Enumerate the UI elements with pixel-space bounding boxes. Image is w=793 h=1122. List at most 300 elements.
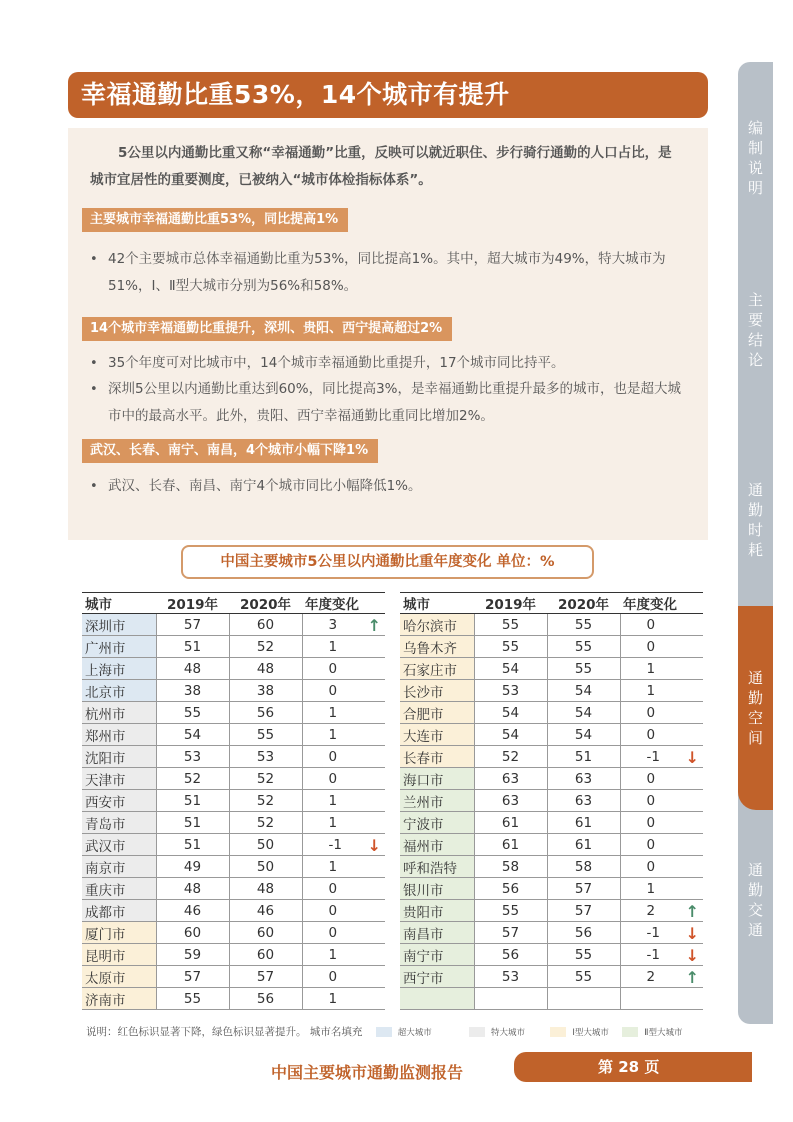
value-2019-cell — [474, 614, 547, 636]
city-cell-text: 深圳市 — [85, 618, 126, 635]
change-cell-text: 0 — [646, 836, 656, 853]
change-cell-text: 0 — [646, 814, 656, 831]
city-cell — [400, 680, 474, 702]
value-2020-cell-text: 52 — [256, 792, 275, 809]
city-cell — [400, 878, 474, 900]
value-2020-cell — [229, 790, 302, 812]
change-cell — [302, 746, 385, 768]
value-2020-cell-text: 51 — [574, 748, 593, 765]
table-row — [82, 746, 385, 768]
change-cell-text: 0 — [328, 968, 338, 985]
value-2020-cell — [547, 944, 620, 966]
value-2020-cell-text: 55 — [574, 616, 593, 633]
table-row — [400, 746, 703, 768]
change-cell-text: 0 — [646, 792, 656, 809]
city-cell-text: 南昌市 — [403, 926, 444, 943]
city-cell — [400, 658, 474, 680]
value-2020-cell-text: 53 — [256, 748, 275, 765]
value-2019-cell — [156, 834, 229, 856]
value-2019-cell — [156, 812, 229, 834]
value-2019-cell-text: 51 — [183, 638, 202, 655]
header-change: 年度变化 — [302, 593, 385, 614]
table-row — [400, 900, 703, 922]
legend-label: 超大城市 — [397, 1027, 432, 1038]
value-2020-cell-text: 60 — [256, 924, 275, 941]
bullet-item — [90, 376, 690, 430]
change-cell-text: 1 — [646, 660, 656, 677]
value-2019-cell-text: 57 — [501, 924, 520, 941]
value-2020-cell — [547, 768, 620, 790]
city-cell-text: 太原市 — [85, 970, 126, 987]
value-2020-cell — [229, 966, 302, 988]
value-2019-cell — [474, 922, 547, 944]
summary-box — [68, 128, 708, 540]
change-cell — [302, 658, 385, 680]
city-cell — [400, 834, 474, 856]
value-2019-cell-text: 53 — [501, 968, 520, 985]
value-2019-cell — [474, 812, 547, 834]
value-2020-cell-text: 46 — [256, 902, 275, 919]
side-nav-item-bianzhi[interactable] — [738, 118, 773, 198]
value-2020-cell — [547, 614, 620, 636]
city-cell-text: 呼和浩特 — [403, 860, 457, 877]
side-nav-label: 通勤时耗 — [747, 481, 763, 559]
change-cell — [302, 834, 385, 856]
table-row — [400, 856, 703, 878]
city-cell — [400, 746, 474, 768]
table-row — [400, 966, 703, 988]
change-cell-text: -1 — [328, 836, 342, 853]
city-cell-text: 济南市 — [85, 992, 126, 1009]
city-cell — [82, 812, 156, 834]
table-row — [400, 922, 703, 944]
value-2019-cell-text: 55 — [183, 990, 202, 1007]
value-2019-cell — [474, 702, 547, 724]
table-row — [82, 614, 385, 636]
table-row — [82, 658, 385, 680]
legend-swatch-super — [376, 1027, 392, 1037]
table-row — [400, 834, 703, 856]
legend — [86, 1024, 682, 1039]
city-cell — [400, 768, 474, 790]
value-2019-cell-text: 54 — [501, 726, 520, 743]
city-cell-text: 大连市 — [403, 728, 444, 745]
value-2019-cell-text: 52 — [501, 748, 520, 765]
value-2020-cell-text: 54 — [574, 726, 593, 743]
value-2019-cell — [156, 988, 229, 1010]
value-2020-cell-text: 50 — [256, 836, 275, 853]
header-2019: 2019年 — [474, 593, 547, 614]
section-tag: 14个城市幸福通勤比重提升，深圳、贵阳、西宁提高超过2% — [82, 317, 452, 341]
city-cell-text: 武汉市 — [85, 838, 126, 855]
value-2019-cell-text: 55 — [501, 902, 520, 919]
table-row — [400, 680, 703, 702]
change-cell — [620, 812, 703, 834]
value-2020-cell-text: 48 — [256, 660, 275, 677]
value-2019-cell-text: 63 — [501, 770, 520, 787]
change-cell — [620, 900, 703, 922]
city-cell — [82, 724, 156, 746]
change-cell — [302, 790, 385, 812]
change-cell-text: 0 — [646, 770, 656, 787]
change-cell — [302, 966, 385, 988]
table-row — [82, 966, 385, 988]
value-2020-cell — [229, 900, 302, 922]
change-cell-text: 1 — [328, 704, 338, 721]
side-nav-item-kongjian[interactable] — [738, 668, 773, 748]
city-cell-text: 长春市 — [403, 750, 444, 767]
arrow-up-icon: ↑ — [685, 968, 699, 987]
table-row — [400, 658, 703, 680]
value-2019-cell — [474, 636, 547, 658]
value-2019-cell — [156, 790, 229, 812]
table-row — [400, 790, 703, 812]
change-cell-text: 0 — [328, 770, 338, 787]
legend-swatch-tei — [469, 1027, 485, 1037]
value-2020-cell — [229, 702, 302, 724]
value-2020-cell-text: 52 — [256, 814, 275, 831]
value-2019-cell-text: 54 — [501, 704, 520, 721]
change-cell-text: 1 — [328, 726, 338, 743]
city-cell-text: 合肥市 — [403, 706, 444, 723]
table-row — [400, 724, 703, 746]
value-2020-cell-text: 55 — [574, 946, 593, 963]
change-cell-text: 2 — [646, 902, 656, 919]
value-2020-cell — [229, 944, 302, 966]
city-cell — [400, 724, 474, 746]
table-title: 中国主要城市5公里以内通勤比重年度变化 单位：% — [181, 545, 594, 579]
change-cell — [620, 746, 703, 768]
change-cell — [302, 900, 385, 922]
value-2019-cell — [474, 834, 547, 856]
change-cell-text: 1 — [328, 858, 338, 875]
value-2020-cell-text: 56 — [256, 704, 275, 721]
city-cell-text: 青岛市 — [85, 816, 126, 833]
change-cell — [620, 944, 703, 966]
legend-label: 特大城市 — [491, 1027, 526, 1038]
value-2019-cell-text: 57 — [183, 616, 202, 633]
header-city: 城市 — [400, 593, 474, 614]
city-cell — [400, 856, 474, 878]
change-cell — [302, 702, 385, 724]
city-cell-text: 北京市 — [85, 684, 126, 701]
bullet-text: 深圳5公里以内通勤比重达到60%，同比提高3%，是幸福通勤比重提升最多的城市，也是超大城市中的最高水平。此外，贵阳、西宁幸福通勤比重同比增加2%。 — [108, 381, 682, 424]
city-cell-text: 哈尔滨市 — [403, 618, 457, 635]
value-2020-cell — [229, 834, 302, 856]
value-2019-cell — [474, 988, 547, 1010]
intro-text: 5公里以内通勤比重又称“幸福通勤”比重，反映可以就近职住、步行骑行通勤的人口占比，是城市宜居性的重要测度，已被纳入“城市体检指标体系”。 — [90, 145, 672, 188]
value-2019-cell-text: 49 — [183, 858, 202, 875]
table-row — [400, 988, 703, 1010]
city-cell — [82, 790, 156, 812]
table-row — [82, 768, 385, 790]
arrow-down-icon: ↓ — [685, 924, 699, 943]
change-cell — [620, 680, 703, 702]
bullet-dot-icon: • — [90, 252, 98, 267]
value-2020-cell-text: 48 — [256, 880, 275, 897]
value-2019-cell — [474, 790, 547, 812]
value-2019-cell-text: 57 — [183, 968, 202, 985]
header-city: 城市 — [82, 593, 156, 614]
side-nav-item-jielun[interactable] — [738, 290, 773, 370]
value-2020-cell-text: 38 — [256, 682, 275, 699]
value-2020-cell-text: 55 — [256, 726, 275, 743]
table-row — [82, 900, 385, 922]
value-2019-cell — [474, 856, 547, 878]
value-2019-cell-text: 48 — [183, 880, 202, 897]
city-cell — [82, 988, 156, 1010]
city-cell — [82, 702, 156, 724]
value-2020-cell-text: 54 — [574, 682, 593, 699]
value-2020-cell-text: 60 — [256, 946, 275, 963]
value-2020-cell-text: 56 — [256, 990, 275, 1007]
table-header-row — [400, 593, 703, 614]
change-cell-text: 1 — [328, 638, 338, 655]
value-2019-cell — [474, 944, 547, 966]
value-2020-cell — [229, 812, 302, 834]
change-cell-text: 0 — [328, 660, 338, 677]
value-2019-cell — [474, 900, 547, 922]
value-2020-cell — [229, 746, 302, 768]
change-cell — [620, 636, 703, 658]
city-cell-text: 杭州市 — [85, 706, 126, 723]
value-2020-cell — [547, 724, 620, 746]
table-row — [400, 944, 703, 966]
change-cell — [302, 680, 385, 702]
value-2020-cell-text: 60 — [256, 616, 275, 633]
arrow-down-icon: ↓ — [685, 946, 699, 965]
value-2019-cell — [156, 966, 229, 988]
change-cell-text: 1 — [328, 946, 338, 963]
table-row — [82, 922, 385, 944]
value-2020-cell — [547, 878, 620, 900]
side-nav-label: 通勤交通 — [747, 861, 763, 939]
table-row — [82, 878, 385, 900]
bullet-dot-icon: • — [90, 382, 98, 397]
change-cell — [620, 966, 703, 988]
city-cell — [82, 878, 156, 900]
change-cell — [620, 878, 703, 900]
city-cell-text: 南京市 — [85, 860, 126, 877]
city-cell-text: 厦门市 — [85, 926, 126, 943]
city-cell — [82, 636, 156, 658]
value-2020-cell — [229, 878, 302, 900]
value-2020-cell — [547, 856, 620, 878]
change-cell-text: -1 — [646, 946, 660, 963]
value-2019-cell-text: 54 — [183, 726, 202, 743]
value-2019-cell — [474, 680, 547, 702]
change-cell — [302, 636, 385, 658]
change-cell — [302, 988, 385, 1010]
value-2020-cell — [547, 636, 620, 658]
value-2020-cell — [547, 922, 620, 944]
value-2020-cell — [547, 658, 620, 680]
side-nav-label: 通勤空间 — [747, 669, 763, 747]
city-cell-text: 沈阳市 — [85, 750, 126, 767]
value-2019-cell-text: 48 — [183, 660, 202, 677]
legend-swatch-type2 — [622, 1027, 638, 1037]
value-2020-cell-text: 52 — [256, 770, 275, 787]
section-tag: 主要城市幸福通勤比重53%，同比提高1% — [82, 208, 348, 232]
value-2019-cell-text: 63 — [501, 792, 520, 809]
city-cell-text: 西宁市 — [403, 970, 444, 987]
value-2019-cell — [156, 856, 229, 878]
value-2020-cell — [547, 812, 620, 834]
change-cell-text: 0 — [328, 902, 338, 919]
change-cell-text: 1 — [646, 880, 656, 897]
city-cell — [82, 922, 156, 944]
value-2019-cell-text: 51 — [183, 836, 202, 853]
legend-swatch-type1 — [550, 1027, 566, 1037]
value-2019-cell-text: 56 — [501, 880, 520, 897]
value-2019-cell-text: 54 — [501, 660, 520, 677]
value-2020-cell — [547, 988, 620, 1010]
city-cell — [400, 636, 474, 658]
change-cell — [302, 944, 385, 966]
change-cell — [620, 790, 703, 812]
bullet-item — [90, 350, 690, 377]
side-nav-item-jiaotong[interactable] — [738, 860, 773, 940]
city-cell-text: 石家庄市 — [403, 662, 457, 679]
change-cell — [302, 856, 385, 878]
commute-table-left — [82, 592, 385, 1010]
side-nav-item-shihao[interactable] — [738, 480, 773, 560]
page-title: 幸福通勤比重53%，14个城市有提升 — [68, 72, 708, 118]
table-row — [82, 834, 385, 856]
value-2019-cell-text: 53 — [183, 748, 202, 765]
change-cell-text: 0 — [328, 682, 338, 699]
value-2019-cell-text: 59 — [183, 946, 202, 963]
value-2019-cell — [156, 944, 229, 966]
value-2020-cell-text: 57 — [256, 968, 275, 985]
value-2019-cell — [156, 636, 229, 658]
change-cell — [620, 922, 703, 944]
city-cell-text: 西安市 — [85, 794, 126, 811]
value-2020-cell-text: 57 — [574, 902, 593, 919]
value-2019-cell — [156, 768, 229, 790]
city-cell — [400, 812, 474, 834]
city-cell — [82, 614, 156, 636]
value-2019-cell — [156, 746, 229, 768]
bullet-item — [90, 473, 690, 500]
arrow-up-icon: ↑ — [367, 616, 381, 635]
page-number: 第 28 页 — [514, 1052, 752, 1082]
value-2019-cell — [474, 878, 547, 900]
change-cell — [302, 878, 385, 900]
city-cell — [400, 790, 474, 812]
city-cell — [82, 658, 156, 680]
city-cell — [400, 614, 474, 636]
value-2020-cell — [229, 768, 302, 790]
value-2020-cell-text: 55 — [574, 660, 593, 677]
commute-table-right — [400, 592, 703, 1010]
city-cell-text: 贵阳市 — [403, 904, 444, 921]
bullet-item — [90, 246, 690, 300]
value-2020-cell-text: 52 — [256, 638, 275, 655]
value-2020-cell-text: 63 — [574, 792, 593, 809]
change-cell-text: 1 — [328, 814, 338, 831]
value-2020-cell-text: 57 — [574, 880, 593, 897]
value-2019-cell — [156, 614, 229, 636]
table-row — [400, 614, 703, 636]
change-cell — [302, 768, 385, 790]
arrow-down-icon: ↓ — [685, 748, 699, 767]
value-2019-cell-text: 51 — [183, 792, 202, 809]
value-2020-cell-text: 61 — [574, 814, 593, 831]
value-2020-cell-text: 50 — [256, 858, 275, 875]
table-row — [82, 944, 385, 966]
value-2020-cell — [547, 746, 620, 768]
change-cell — [302, 724, 385, 746]
city-cell-text: 银川市 — [403, 882, 444, 899]
value-2019-cell — [156, 702, 229, 724]
city-cell-text: 南宁市 — [403, 948, 444, 965]
city-cell — [82, 680, 156, 702]
city-cell — [400, 944, 474, 966]
city-cell-text: 宁波市 — [403, 816, 444, 833]
city-cell — [82, 768, 156, 790]
city-cell-text: 广州市 — [85, 640, 126, 657]
table-row — [82, 812, 385, 834]
value-2020-cell-text: 55 — [574, 968, 593, 985]
value-2020-cell-text: 56 — [574, 924, 593, 941]
table-row — [82, 724, 385, 746]
bullet-dot-icon: • — [90, 356, 98, 371]
value-2020-cell — [547, 702, 620, 724]
value-2020-cell-text: 55 — [574, 638, 593, 655]
value-2019-cell-text: 38 — [183, 682, 202, 699]
value-2020-cell — [547, 790, 620, 812]
value-2019-cell-text: 56 — [501, 946, 520, 963]
change-cell-text: 1 — [328, 792, 338, 809]
bullet-text: 42个主要城市总体幸福通勤比重为53%，同比提高1%。其中，超大城市为49%，特大城市为51%，Ⅰ、Ⅱ型大城市分别为56%和58%。 — [108, 251, 666, 294]
city-cell — [400, 900, 474, 922]
value-2019-cell — [156, 922, 229, 944]
header-2019: 2019年 — [156, 593, 229, 614]
arrow-up-icon: ↑ — [685, 902, 699, 921]
value-2020-cell — [229, 856, 302, 878]
value-2020-cell — [547, 900, 620, 922]
report-name: 中国主要城市通勤监测报告 — [271, 1063, 464, 1082]
city-cell-text: 上海市 — [85, 662, 126, 679]
header-2020: 2020年 — [229, 593, 302, 614]
value-2019-cell — [156, 680, 229, 702]
table-row — [82, 702, 385, 724]
city-cell — [400, 702, 474, 724]
change-cell-text: 1 — [646, 682, 656, 699]
change-cell-text: 0 — [646, 858, 656, 875]
change-cell — [620, 768, 703, 790]
value-2020-cell — [229, 636, 302, 658]
change-cell — [620, 658, 703, 680]
side-nav-label: 编制说明 — [747, 119, 763, 197]
change-cell-text: 1 — [328, 990, 338, 1007]
table-row — [400, 768, 703, 790]
change-cell-text: 3 — [328, 616, 338, 633]
value-2019-cell-text: 52 — [183, 770, 202, 787]
value-2019-cell-text: 60 — [183, 924, 202, 941]
value-2020-cell — [229, 680, 302, 702]
city-cell — [82, 856, 156, 878]
city-cell-text: 昆明市 — [85, 948, 126, 965]
header-2020: 2020年 — [547, 593, 620, 614]
table-row — [82, 856, 385, 878]
table-header-row — [82, 593, 385, 614]
value-2020-cell-text: 58 — [574, 858, 593, 875]
city-cell-text: 福州市 — [403, 838, 444, 855]
value-2020-cell-text: 54 — [574, 704, 593, 721]
city-cell-text: 天津市 — [85, 772, 126, 789]
